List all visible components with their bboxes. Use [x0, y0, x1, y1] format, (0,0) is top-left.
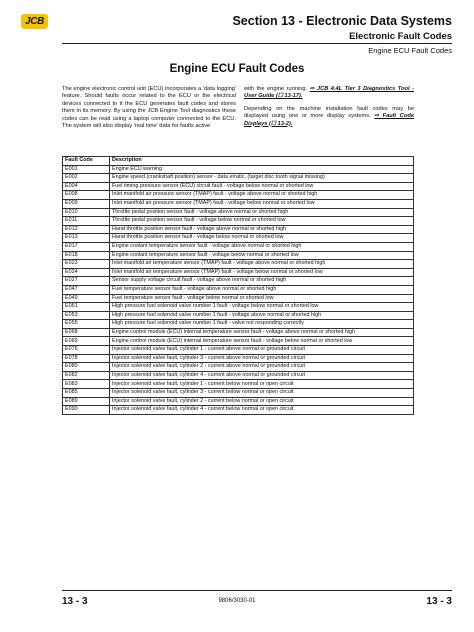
fault-description-cell: Hand throttle position sensor fault - voltage below normal or shorted low	[110, 234, 414, 243]
logo-text: JCB	[24, 16, 45, 27]
table-header-row	[63, 157, 414, 166]
fault-description-cell: Injector solenoid valve fault, cylinder 3 - current below normal or open circuit	[110, 389, 414, 398]
table-row	[63, 234, 414, 243]
breadcrumb: Engine ECU Fault Codes	[368, 46, 452, 55]
page-number-left: 13 - 3	[62, 596, 88, 607]
fault-code-displays-link[interactable]: ⇨ Fault Code Displays (☐ 13-2).	[244, 113, 414, 127]
table-row	[63, 251, 414, 260]
table-row	[63, 303, 414, 312]
page-title: Engine ECU Fault Codes	[169, 63, 305, 75]
fault-code-cell: E083	[63, 380, 110, 389]
table-row	[63, 242, 414, 251]
table-row	[63, 191, 414, 200]
fault-code-cell: E089	[63, 397, 110, 406]
table-row	[63, 182, 414, 191]
fault-code-cell: E008	[63, 191, 110, 200]
fault-description-cell: Throttle pedal position sensor fault - voltage above normal or shorted high	[110, 208, 414, 217]
section-subtitle: Electronic Fault Codes	[349, 31, 452, 42]
fault-description-cell: Injector solenoid valve fault, cylinder 2 - current above normal or grounded circuit	[110, 363, 414, 372]
fault-description-cell: Inlet manifold air temperature sensor (TMAP) fault - voltage above normal or shorted high	[110, 260, 414, 269]
display-text: Depending on the machine installation fault codes may be displayed using one or more display systems.	[244, 105, 414, 120]
fault-code-cell: E017	[63, 242, 110, 251]
table-row	[63, 354, 414, 363]
header-divider	[62, 43, 452, 44]
section-title: Section 13 - Electronic Data Systems	[232, 14, 452, 28]
table-row	[63, 389, 414, 398]
fault-code-cell: E049	[63, 294, 110, 303]
table-row	[63, 268, 414, 277]
page-number-right: 13 - 3	[426, 596, 452, 607]
fault-code-cell: E002	[63, 174, 110, 183]
fault-description-cell: Throttle pedal position sensor fault - voltage below normal or shorted low	[110, 217, 414, 226]
fault-code-table	[62, 156, 414, 415]
table-row	[63, 320, 414, 329]
fault-code-cell: E012	[63, 225, 110, 234]
fault-code-cell: E013	[63, 234, 110, 243]
table-row	[63, 225, 414, 234]
fault-code-cell: E047	[63, 285, 110, 294]
table-row	[63, 277, 414, 286]
table-row	[63, 406, 414, 415]
fault-code-cell: E055	[63, 320, 110, 329]
intro-text: with the engine running.	[244, 86, 310, 92]
table-row	[63, 217, 414, 226]
fault-code-cell: E011	[63, 217, 110, 226]
jcb-logo	[21, 14, 48, 29]
fault-description-cell: Sensor supply voltage circuit fault - voltage above normal or shorted high	[110, 277, 414, 286]
fault-description-cell: Inlet manifold air pressure sensor (TMAP) fault - voltage above normal or shorted high	[110, 191, 414, 200]
fault-code-cell: E010	[63, 208, 110, 217]
fault-code-cell: E004	[63, 182, 110, 191]
table-row	[63, 260, 414, 269]
fault-code-cell: E024	[63, 268, 110, 277]
table-row	[63, 285, 414, 294]
fault-description-cell: Injector solenoid valve fault, cylinder 1 - current below normal or open circuit	[110, 380, 414, 389]
table-row	[63, 174, 414, 183]
fault-code-cell: E090	[63, 406, 110, 415]
table-row	[63, 380, 414, 389]
fault-code-cell: E027	[63, 277, 110, 286]
table-row	[63, 346, 414, 355]
fault-description-cell: Fuel temperature sensor fault - voltage above normal or shorted high	[110, 285, 414, 294]
fault-description-cell: Engine ECU warning	[110, 165, 414, 174]
fault-code-cell: E085	[63, 389, 110, 398]
fault-code-cell: E080	[63, 363, 110, 372]
fault-code-cell: E068	[63, 328, 110, 337]
fault-code-cell: E078	[63, 354, 110, 363]
fault-code-cell: E053	[63, 311, 110, 320]
fault-description-cell: Injector solenoid valve fault, cylinder 3 - current above normal or grounded circuit	[110, 354, 414, 363]
column-header-fault-code: Fault Code	[63, 157, 110, 166]
fault-description-cell: Hand throttle position sensor fault - voltage above normal or shorted high	[110, 225, 414, 234]
table-row	[63, 165, 414, 174]
table-row	[63, 311, 414, 320]
fault-code-cell: E018	[63, 251, 110, 260]
fault-code-cell: E082	[63, 371, 110, 380]
fault-description-cell: High pressure fuel solenoid valve number 1 fault - voltage above normal or shorted high	[110, 311, 414, 320]
fault-code-cell: E001	[63, 165, 110, 174]
fault-code-cell: E023	[63, 260, 110, 269]
fault-description-cell: Fuel timing pressure sensor (ECU) circuit fault - voltage below normal or shorted low	[110, 182, 414, 191]
table-row	[63, 199, 414, 208]
document-number: 9806/3030-01	[218, 598, 256, 604]
footer-divider	[62, 590, 452, 591]
diagnostics-guide-link[interactable]: ⇨ JCB 4.4L Tier 3 Diagnostics Tool - User Guide (☐ 13-17).	[244, 86, 414, 100]
fault-code-cell: E009	[63, 199, 110, 208]
fault-description-cell: Injector solenoid valve fault, cylinder 4 - current below normal or open circuit	[110, 406, 414, 415]
table-row	[63, 337, 414, 346]
table-row	[63, 294, 414, 303]
fault-code-cell: E051	[63, 303, 110, 312]
display-paragraph	[244, 106, 414, 128]
fault-code-cell: E069	[63, 337, 110, 346]
fault-code-cell: E076	[63, 346, 110, 355]
fault-description-cell: Injector solenoid valve fault, cylinder 2 - current below normal or open circuit	[110, 397, 414, 406]
fault-description-cell: High pressure fuel solenoid valve number 1 fault - valve not responding correctly	[110, 320, 414, 329]
table-row	[63, 363, 414, 372]
intro-paragraph: The engine electronic control unit (ECU) incorporates a 'data logging' feature. Should faults occur related to the ECU or the electrical devices connected to it the ECU generates fault codes and stores them in its memory. By using the JCB Engine Tool diagnostics these codes can be read using a laptop computer connected to the ECU. The system will also display 'real time' data for faults active	[62, 86, 236, 130]
table-row	[63, 208, 414, 217]
fault-description-cell: Fuel temperature sensor fault - voltage below normal or shorted low	[110, 294, 414, 303]
fault-description-cell: Engine coolant temperature sensor fault - voltage below normal or shorted low	[110, 251, 414, 260]
column-header-description: Description	[110, 157, 414, 166]
fault-description-cell: Injector solenoid valve fault, cylinder 4 - current above normal or grounded circuit	[110, 371, 414, 380]
table-row	[63, 371, 414, 380]
intro-continuation	[244, 86, 414, 101]
intro-right-column	[244, 86, 414, 133]
intro-left-column	[62, 86, 236, 135]
table-row	[63, 328, 414, 337]
table-row	[63, 397, 414, 406]
fault-description-cell: Engine control module (ECU) internal temperature sensor fault - voltage below normal or shorted low	[110, 337, 414, 346]
fault-description-cell: High pressure fuel solenoid valve number 1 fault - voltage below normal or shorted low	[110, 303, 414, 312]
fault-description-cell: Engine speed (crankshaft position) sensor - data erratic, (target disc tooth signal missing)	[110, 174, 414, 183]
fault-description-cell: Engine control module (ECU) internal temperature sensor fault - voltage above normal or shorted high	[110, 328, 414, 337]
fault-description-cell: Engine coolant temperature sensor fault - voltage above normal or shorted high	[110, 242, 414, 251]
fault-description-cell: Injector solenoid valve fault, cylinder 1 - current above normal or grounded circuit	[110, 346, 414, 355]
fault-description-cell: Inlet manifold air temperature sensor (TMAP) fault - voltage below normal or shorted low	[110, 268, 414, 277]
fault-code-rows	[63, 165, 414, 414]
fault-description-cell: Inlet manifold air pressure sensor (TMAP) fault - voltage below normal or shorted low	[110, 199, 414, 208]
